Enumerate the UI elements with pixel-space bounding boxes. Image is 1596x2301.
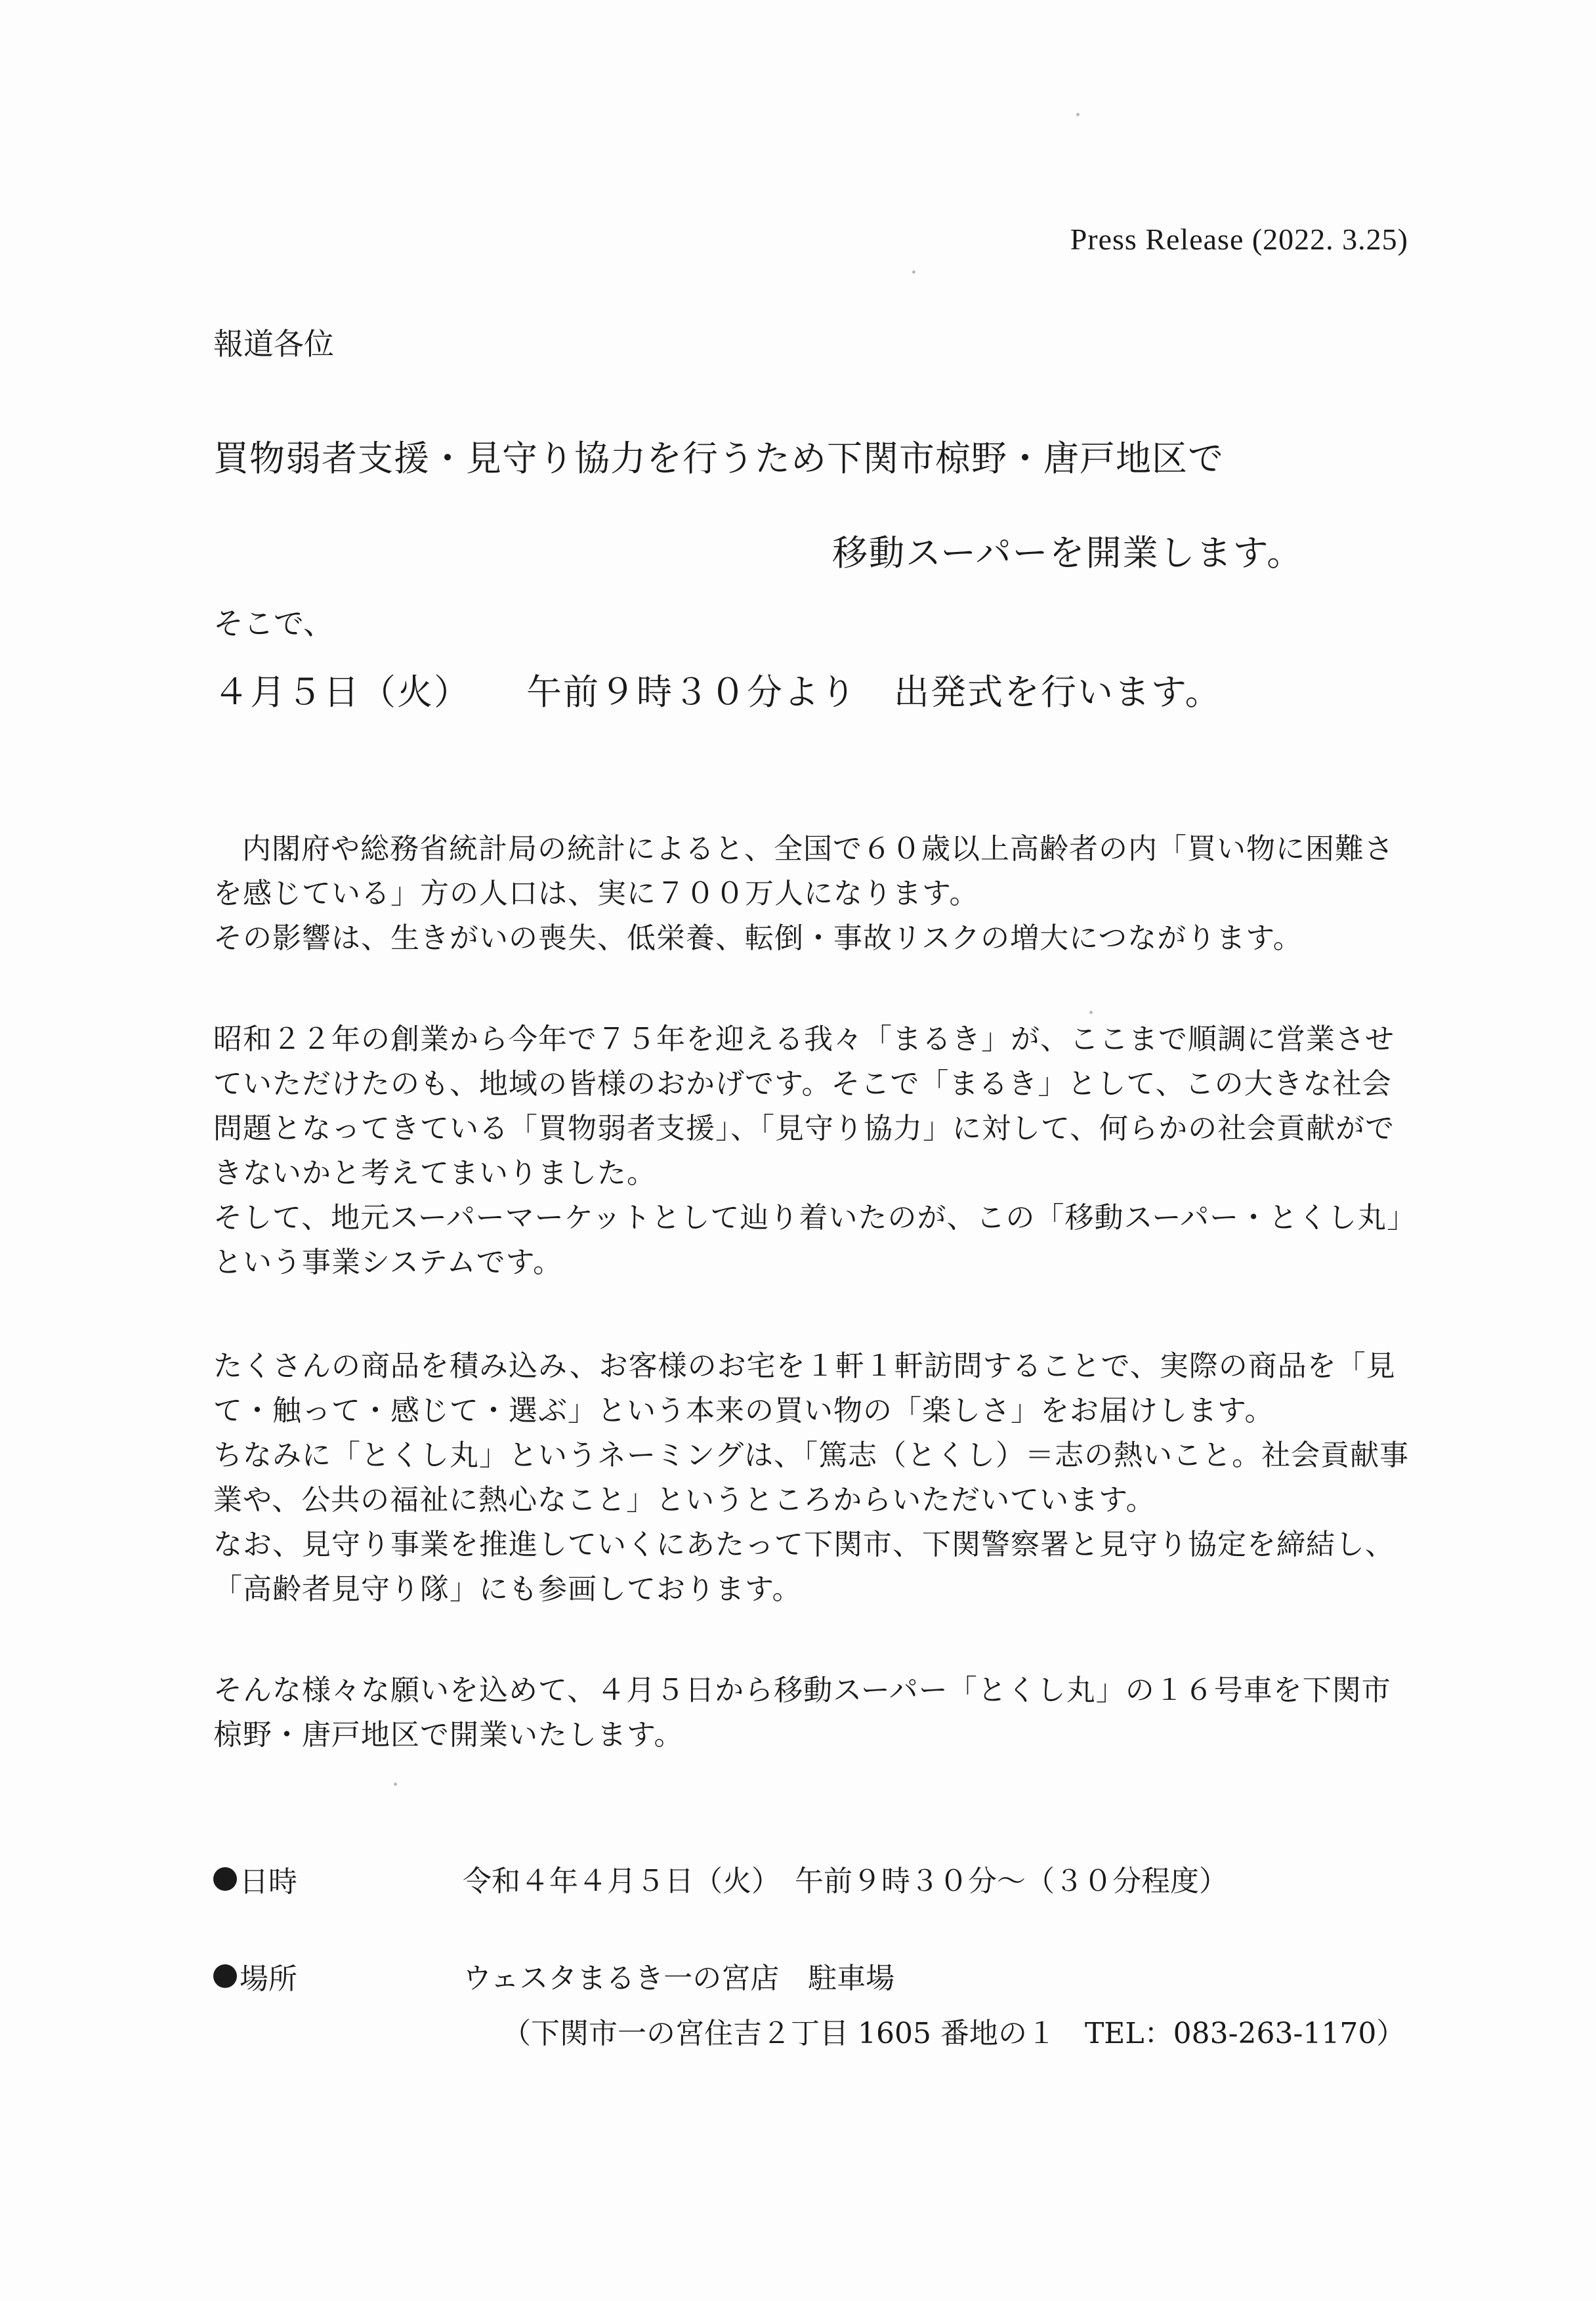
headline-line-1: 買物弱者支援・見守り協力を行うため下関市椋野・唐戸地区で: [213, 438, 1224, 479]
body-section-statistics: [213, 827, 1414, 961]
event-announcement: ４月５日（火） 午前９時３０分より 出発式を行います。: [213, 671, 1222, 713]
place-address: （下関市一の宮住吉２丁目 1605 番地の１ TEL：083-263-1170）: [502, 2017, 1406, 2050]
detail-row-date: [213, 1857, 1228, 1900]
lead-in: そこで、: [213, 606, 334, 641]
body-section-closing: [213, 1668, 1414, 1758]
paragraph: たくさんの商品を積み込み、お客様のお宅を１軒１軒訪問することで、実際の商品を「見て・触って・感じて・選ぶ」という本来の買い物の「楽しさ」をお届けします。: [213, 1349, 1396, 1427]
press-release-date: Press Release (2022. 3.25): [1070, 222, 1408, 256]
paragraph: そんな様々な願いを込めて、４月５日から移動スーパー「とくし丸」の１６号車を下関市椋野・唐戸地区で開業いたします。: [213, 1674, 1391, 1752]
paragraph: 昭和２２年の創業から今年で７５年を迎える我々「まるき」が、ここまで順調に営業させていただけたのも、地域の皆様のおかげです。そこで「まるき」として、この大きな社会問題となってきている「買物弱者支援」、「見守り協力」に対して、何らかの社会貢献ができないかと考えてまいりました。: [213, 1023, 1395, 1190]
headline-line-2: 移動スーパーを開業します。: [832, 532, 1304, 574]
scan-speck: [1089, 1011, 1093, 1014]
bullet-icon: [213, 1964, 237, 1988]
scan-speck: [912, 270, 915, 274]
scan-speck: [1076, 113, 1080, 116]
body-section-service: [213, 1344, 1414, 1612]
paragraph: その影響は、生きがいの喪失、低栄養、転倒・事故リスクの増大につながります。: [213, 921, 1303, 955]
date-value: 令和４年４月５日（火） 午前９時３０分～（３０分程度）: [463, 1865, 1228, 1898]
place-label: 場所: [240, 1962, 297, 1996]
date-label: 日時: [240, 1865, 297, 1899]
place-value: ウェスタまるき一の宮店 駐車場: [463, 1962, 895, 1995]
paragraph: ちなみに「とくし丸」というネーミングは、「篤志（とくし）＝志の熱いこと。社会貢献事業や、公共の福祉に熱心なこと」というところからいただいています。: [213, 1439, 1410, 1517]
detail-row-place: [213, 1954, 1405, 2052]
scan-speck: [394, 1783, 397, 1786]
paragraph: 内閣府や総務省統計局の統計によると、全国で６０歳以上高齢者の内「買い物に困難さを感じている」方の人口は、実に７００万人になります。: [213, 832, 1394, 910]
bullet-icon: [213, 1867, 237, 1891]
paragraph: そして、地元スーパーマーケットとして辿り着いたのが、この「移動スーパー・とくし丸」という事業システムです。: [213, 1201, 1402, 1279]
addressee: 報道各位: [213, 326, 334, 362]
paragraph: なお、見守り事業を推進していくにあたって下関市、下関警察署と見守り協定を締結し、「高齢者見守り隊」にも参画しております。: [213, 1528, 1395, 1606]
body-section-company: [213, 1017, 1414, 1285]
